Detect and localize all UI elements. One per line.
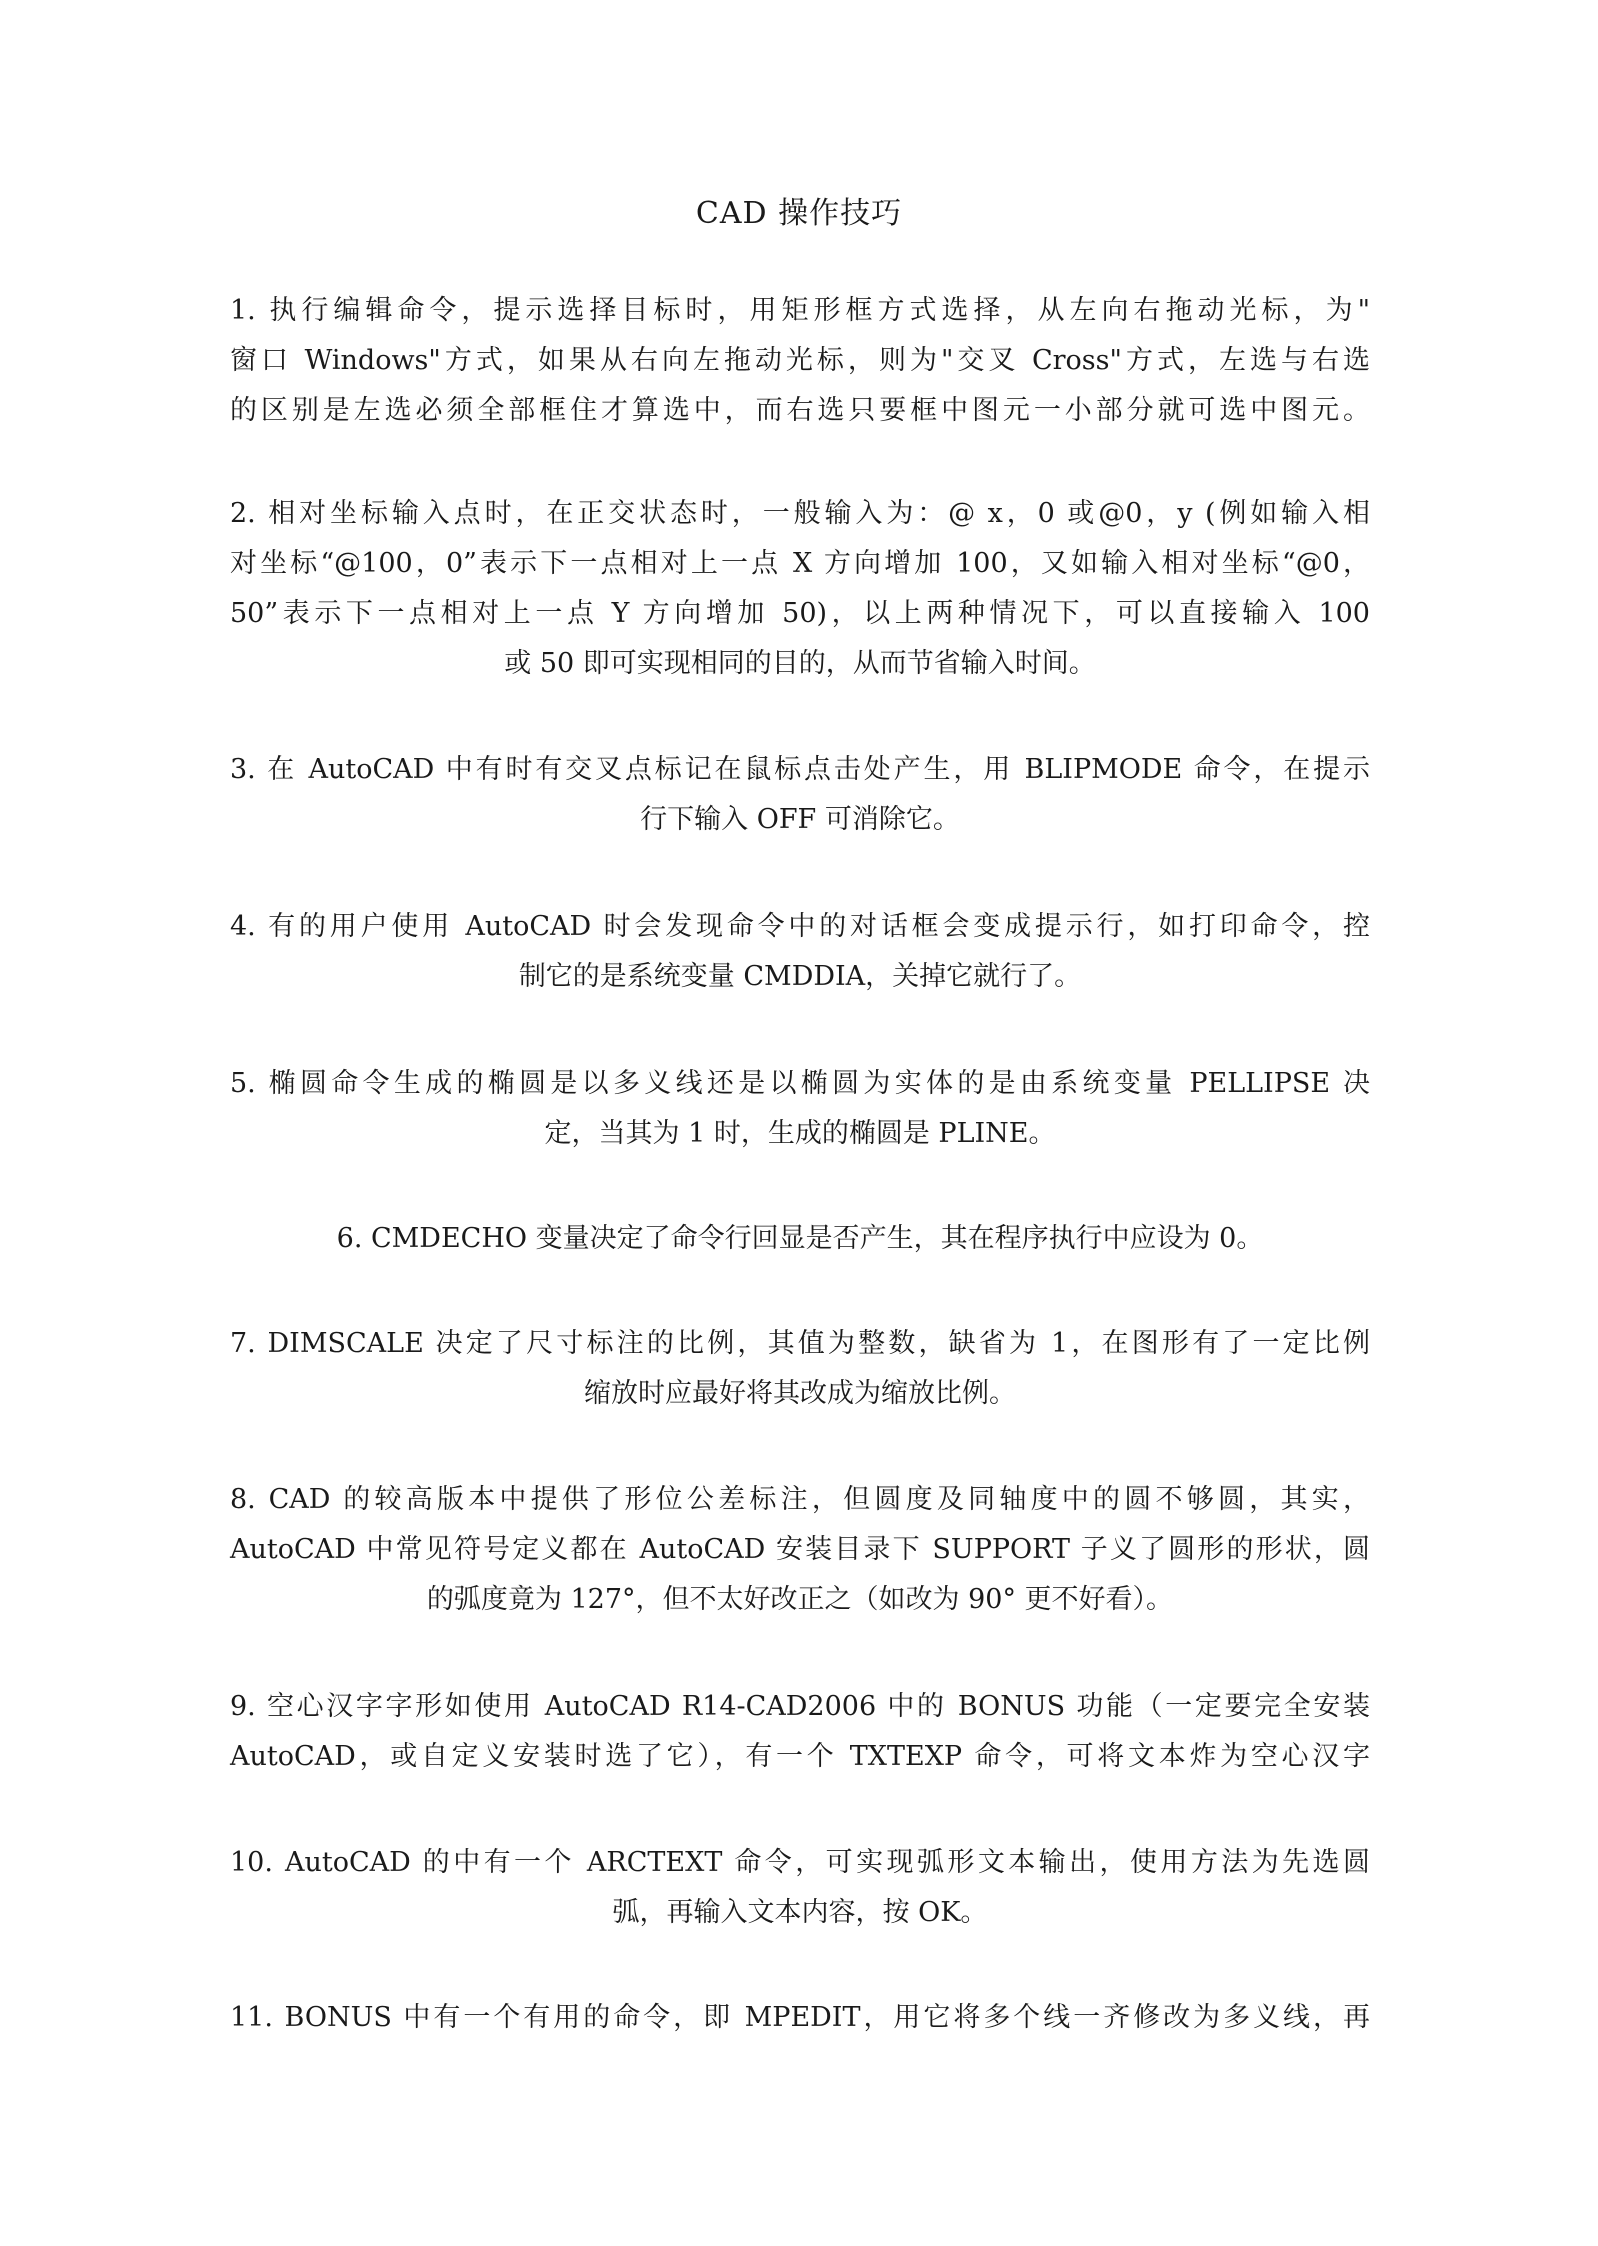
paragraph-5	[230, 1059, 1370, 1159]
paragraph-line: 制它的是系统变量 CMDDIA，关掉它就行了。	[518, 961, 1082, 992]
paragraph-line: 的弧度竟为 127°，但不太好改正之（如改为 90° 更不好看）。	[426, 1584, 1174, 1615]
paragraph-line: 7. DIMSCALE 决定了尺寸标注的比例，其值为整数，缺省为 1，在图形有了一定比例	[230, 1328, 1370, 1359]
paragraph-line: 弧，再输入文本内容，按 OK。	[612, 1897, 988, 1928]
paragraph-line: 窗口 Windows"方式，如果从右向左拖动光标，则为"交叉 Cross"方式，左选与右选	[230, 345, 1370, 376]
paragraph-line: 8. CAD 的较高版本中提供了形位公差标注，但圆度及同轴度中的圆不够圆，其实，	[230, 1484, 1370, 1515]
paragraph-4	[230, 902, 1370, 1002]
paragraph-line: 定，当其为 1 时，生成的椭圆是 PLINE。	[544, 1118, 1056, 1149]
paragraph-11	[230, 1993, 1370, 2043]
paragraph-3	[230, 745, 1370, 845]
paragraph-line: 11. BONUS 中有一个有用的命令，即 MPEDIT，用它将多个线一齐修改为多义线，再	[230, 2002, 1370, 2033]
paragraph-line: 1. 执行编辑命令，提示选择目标时，用矩形框方式选择，从左向右拖动光标，为"	[230, 295, 1370, 326]
paragraph-line: 的区别是左选必须全部框住才算选中，而右选只要框中图元一小部分就可选中图元。	[230, 395, 1370, 426]
paragraph-line: 对坐标“@100，0”表示下一点相对上一点 X 方向增加 100，又如输入相对坐标“@0，	[230, 548, 1370, 579]
paragraph-line: 5. 椭圆命令生成的椭圆是以多义线还是以椭圆为实体的是由系统变量 PELLIPSE 决	[230, 1068, 1370, 1099]
paragraph-line: 3. 在 AutoCAD 中有时有交叉点标记在鼠标点击处产生，用 BLIPMODE 命令，在提示	[230, 754, 1370, 785]
paragraph-9	[230, 1682, 1370, 1782]
paragraph-line: 10. AutoCAD 的中有一个 ARCTEXT 命令，可实现弧形文本输出，使用方法为先选圆	[230, 1847, 1370, 1878]
paragraph-line: 9. 空心汉字字形如使用 AutoCAD R14-CAD2006 中的 BONUS 功能（一定要完全安装	[230, 1691, 1370, 1722]
paragraph-line: 或 50 即可实现相同的目的，从而节省输入时间。	[504, 648, 1096, 679]
paragraph-line: AutoCAD，或自定义安装时选了它），有一个 TXTEXP 命令，可将文本炸为空心汉字	[230, 1741, 1370, 1772]
paragraph-line: AutoCAD 中常见符号定义都在 AutoCAD 安装目录下 SUPPORT 子义了圆形的形状，圆	[230, 1534, 1370, 1565]
paragraph-line: 缩放时应最好将其改成为缩放比例。	[584, 1378, 1016, 1409]
paragraph-line: 2. 相对坐标输入点时，在正交状态时，一般输入为：@ x，0 或@0，y (例如输入相	[230, 498, 1370, 529]
paragraph-2	[230, 489, 1370, 689]
paragraph-8	[230, 1475, 1370, 1625]
paragraph-line: 行下输入 OFF 可消除它。	[640, 804, 960, 835]
paragraph-6	[230, 1214, 1370, 1264]
paragraph-line: 50”表示下一点相对上一点 Y 方向增加 50)，以上两种情况下，可以直接输入 100	[230, 598, 1370, 629]
paragraph-line: 4. 有的用户使用 AutoCAD 时会发现命令中的对话框会变成提示行，如打印命令，控	[230, 911, 1370, 942]
paragraph-7	[230, 1319, 1370, 1419]
paragraph-1	[230, 286, 1370, 436]
document-title: CAD 操作技巧	[695, 196, 903, 231]
paragraph-line: 6. CMDECHO 变量决定了命令行回显是否产生，其在程序执行中应设为 0。	[336, 1223, 1264, 1254]
paragraph-10	[230, 1838, 1370, 1938]
